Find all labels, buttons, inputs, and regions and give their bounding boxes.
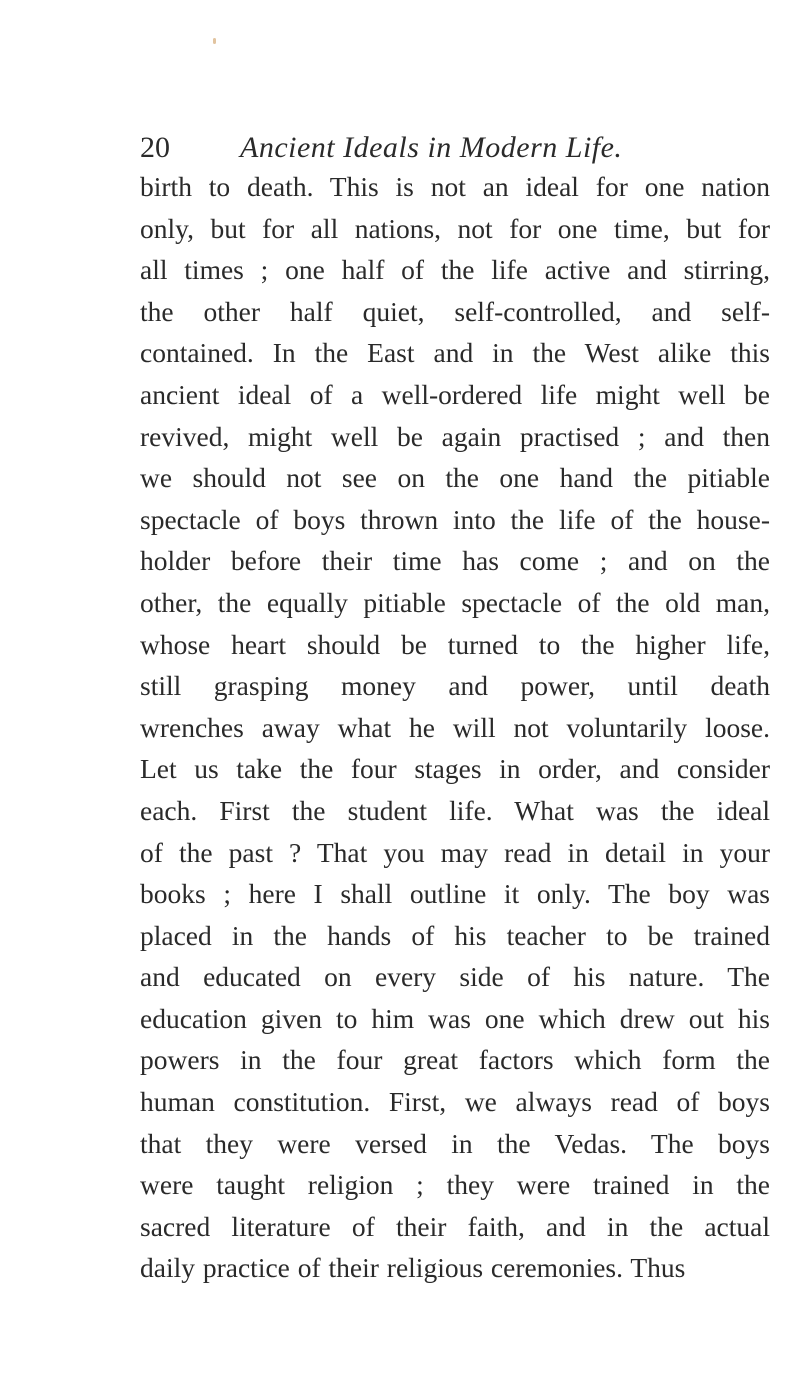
text-line: Let us take the four stages in order, and consider [140, 753, 770, 785]
text-line: whose heart should be turned to the higher life, [140, 628, 770, 660]
text-line: other, the equally pitiable spectacle of the old man, [140, 586, 770, 618]
text-line: revived, might well be again practised ; and then [140, 420, 770, 452]
text-line: spectacle of boys thrown into the life of the house- [140, 503, 770, 535]
text-line: all times ; one half of the life active and stirring, [140, 254, 770, 286]
running-title: Ancient Ideals in Modern Life. [240, 131, 623, 164]
text-line: and educated on every side of his nature. The [140, 961, 770, 993]
text-line: that they were versed in the Vedas. The boys [140, 1127, 770, 1159]
page-number: 20 [140, 131, 170, 164]
text-line: sacred literature of their faith, and in the actual [140, 1210, 770, 1242]
text-line: books ; here I shall outline it only. The boy was [140, 878, 770, 910]
text-line: of the past ? That you may read in detail in your [140, 836, 770, 868]
text-line: human constitution. First, we always read of boys [140, 1086, 770, 1118]
text-line: education given to him was one which drew out his [140, 1002, 770, 1034]
text-line: daily practice of their religious ceremonies. Thus [140, 1252, 686, 1284]
text-line: we should not see on the one hand the pitiable [140, 462, 770, 494]
text-line: birth to death. This is not an ideal for one nation [140, 171, 770, 202]
paper-speck [213, 38, 216, 44]
text-line: were taught religion ; they were trained in the [140, 1169, 770, 1201]
text-line: the other half quiet, self-controlled, and self- [140, 295, 770, 327]
text-line: holder before their time has come ; and on the [140, 545, 770, 577]
text-line: only, but for all nations, not for one time, but for [140, 212, 770, 244]
running-head [140, 128, 770, 168]
text-line: each. First the student life. What was the ideal [140, 794, 770, 826]
text-line: ancient ideal of a well-ordered life might well be [140, 378, 770, 410]
text-line: placed in the hands of his teacher to be trained [140, 919, 770, 951]
text-line: wrenches away what he will not voluntarily loose. [140, 711, 770, 743]
body-text [140, 166, 770, 1289]
text-line: still grasping money and power, until death [140, 670, 770, 702]
text-line: contained. In the East and in the West alike this [140, 337, 770, 369]
text-line: powers in the four great factors which form the [140, 1044, 770, 1076]
